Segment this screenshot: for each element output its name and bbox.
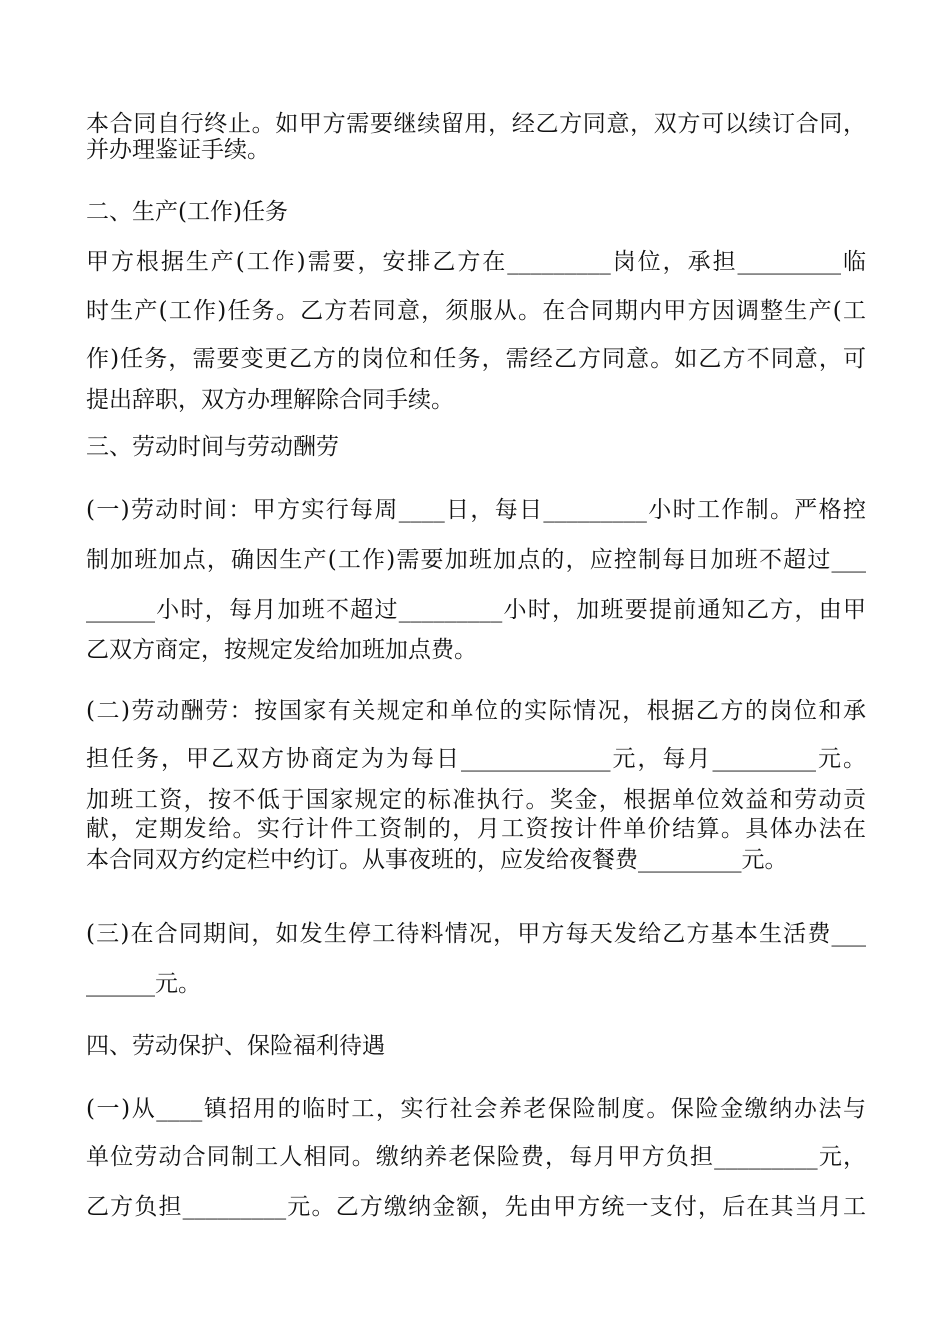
text-line: 乙双方商定，按规定发给加班加点费。 [86,637,477,663]
text-line: (一)劳动时间：甲方实行每周____日，每日_________小时工作制。严格控 [86,497,866,523]
text-line: 担任务，甲乙双方协商定为为每日_____________元，每月_________元。 [86,746,866,772]
text-line: 乙方负担_________元。乙方缴纳金额，先由甲方统一支付，后在其当月工 [86,1194,866,1220]
text-line: (三)在合同期间，如发生停工待料情况，甲方每天发给乙方基本生活费___ [86,921,866,947]
document-page [86,0,866,1344]
text-line: 本合同自行终止。如甲方需要继续留用，经乙方同意，双方可以续订合同， [86,111,866,137]
section-heading: 三、劳动时间与劳动酬劳 [86,434,339,460]
text-line: 制加班加点，确因生产(工作)需要加班加点的，应控制每日加班不超过___ [86,547,866,573]
text-line: 时生产(工作)任务。乙方若同意，须服从。在合同期内甲方因调整生产(工 [86,298,866,324]
section-heading: 二、生产(工作)任务 [86,199,288,225]
text-line: ______元。 [86,971,201,997]
text-line: 提出辞职，双方办理解除合同手续。 [86,387,454,413]
text-line: 本合同双方约定栏中约订。从事夜班的，应发给夜餐费_________元。 [86,847,788,873]
section-heading: 四、劳动保护、保险福利待遇 [86,1033,385,1059]
text-line: 甲方根据生产(工作)需要，安排乙方在_________岗位，承担_________临 [86,249,866,275]
text-line: 作)任务，需要变更乙方的岗位和任务，需经乙方同意。如乙方不同意，可 [86,346,866,372]
text-line: 加班工资，按不低于国家规定的标准执行。奖金，根据单位效益和劳动贡 [86,787,866,813]
text-line: 献，定期发给。实行计件工资制的，月工资按计件单价结算。具体办法在 [86,816,866,842]
text-line: (二)劳动酬劳：按国家有关规定和单位的实际情况，根据乙方的岗位和承 [86,698,866,724]
text-line: (一)从____镇招用的临时工，实行社会养老保险制度。保险金缴纳办法与 [86,1096,866,1122]
text-line: 单位劳动合同制工人相同。缴纳养老保险费，每月甲方负担_________元， [86,1144,866,1170]
text-line: ______小时，每月加班不超过_________小时，加班要提前通知乙方，由甲 [86,597,866,623]
text-line: 并办理鉴证手续。 [86,137,270,163]
